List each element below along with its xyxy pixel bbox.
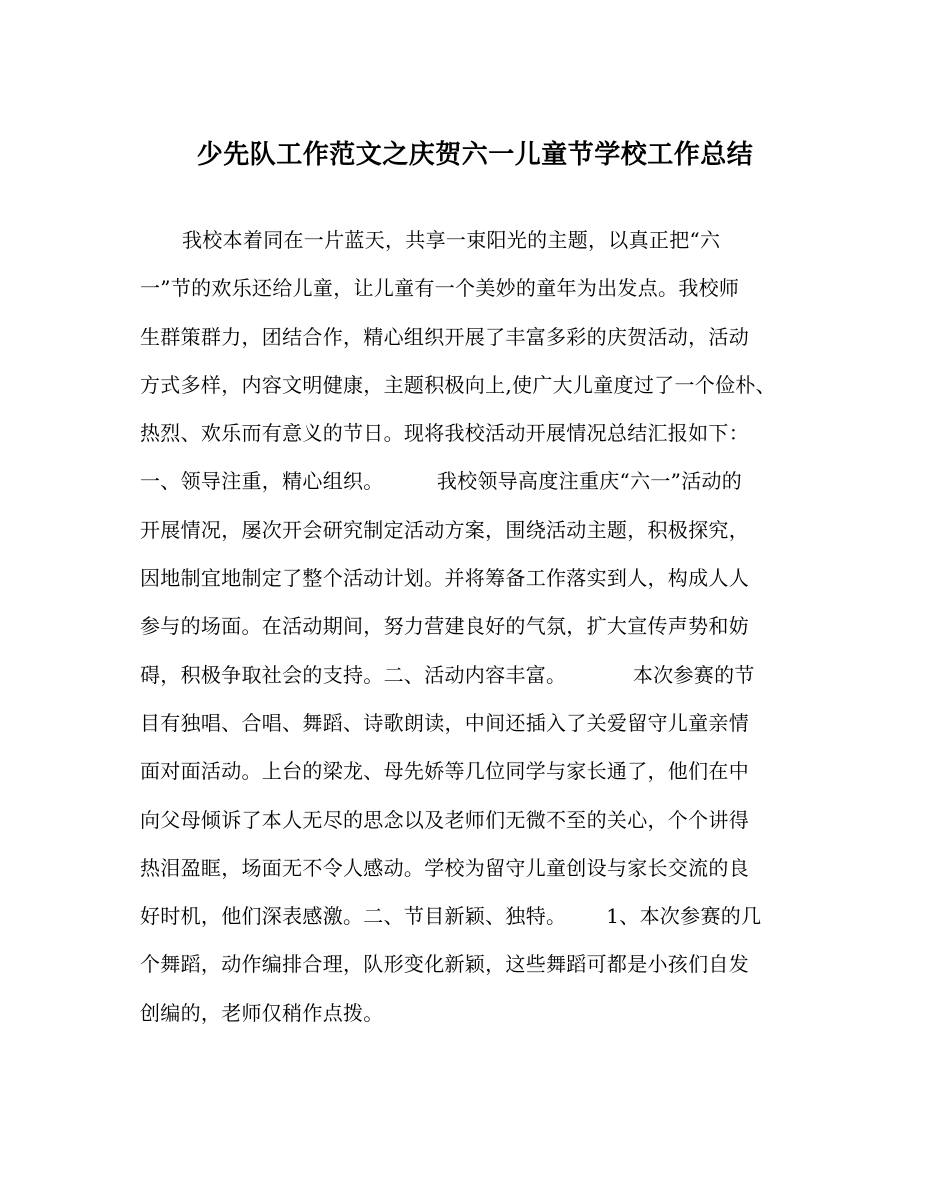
body-line: 目有独唱、合唱、舞蹈、诗歌朗读，中间还插入了关爱留守儿童亲情 — [140, 710, 749, 735]
body-line: 个舞蹈，动作编排合理，队形变化新颖，这些舞蹈可都是小孩们自发 — [140, 952, 749, 977]
body-line: 开展情况，屡次开会研究制定活动方案，围绕活动主题，积极探究， — [140, 517, 749, 542]
body-line: 热泪盈眶，场面无不令人感动。学校为留守儿童创设与家长交流的良 — [140, 855, 749, 880]
body-line: 热烈、欢乐而有意义的节日。现将我校活动开展情况总结汇报如下： — [140, 421, 749, 446]
body-line: 方式多样，内容文明健康，主题积极向上,使广大儿童度过了一个俭朴、 — [140, 372, 776, 397]
body-line: 面对面活动。上台的梁龙、母先娇等几位同学与家长通了，他们在中 — [140, 759, 749, 784]
body-line: 因地制宜地制定了整个活动计划。并将筹备工作落实到人，构成人人 — [140, 566, 749, 591]
body-line: 我校本着同在一片蓝天，共享一束阳光的主题，以真正把“六 — [182, 228, 721, 252]
body-line: 碍，积极争取社会的支持。二、活动内容丰富。 本次参赛的节 — [140, 662, 755, 687]
body-line: 创编的，老师仅稍作点拨。 — [140, 1000, 384, 1025]
body-line: 向父母倾诉了本人无尽的思念以及老师们无微不至的关心，个个讲得 — [140, 807, 749, 832]
body-line: 一、领导注重，精心组织。 我校领导高度注重庆“六一”活动的 — [140, 469, 743, 494]
document-body — [140, 222, 830, 1043]
body-line: 参与的场面。在活动期间，努力营建良好的气氛，扩大宣传声势和妨 — [140, 614, 749, 639]
document-title: 少先队工作范文之庆贺六一儿童节学校工作总结 — [196, 140, 754, 170]
body-line: 一”节的欢乐还给儿童，让儿童有一个美妙的童年为出发点。我校师 — [140, 276, 740, 301]
body-line: 好时机，他们深表感激。二、节目新颖、独特。 1、本次参赛的几 — [140, 904, 762, 929]
body-line: 生群策群力，团结合作，精心组织开展了丰富多彩的庆贺活动，活动 — [140, 324, 749, 349]
